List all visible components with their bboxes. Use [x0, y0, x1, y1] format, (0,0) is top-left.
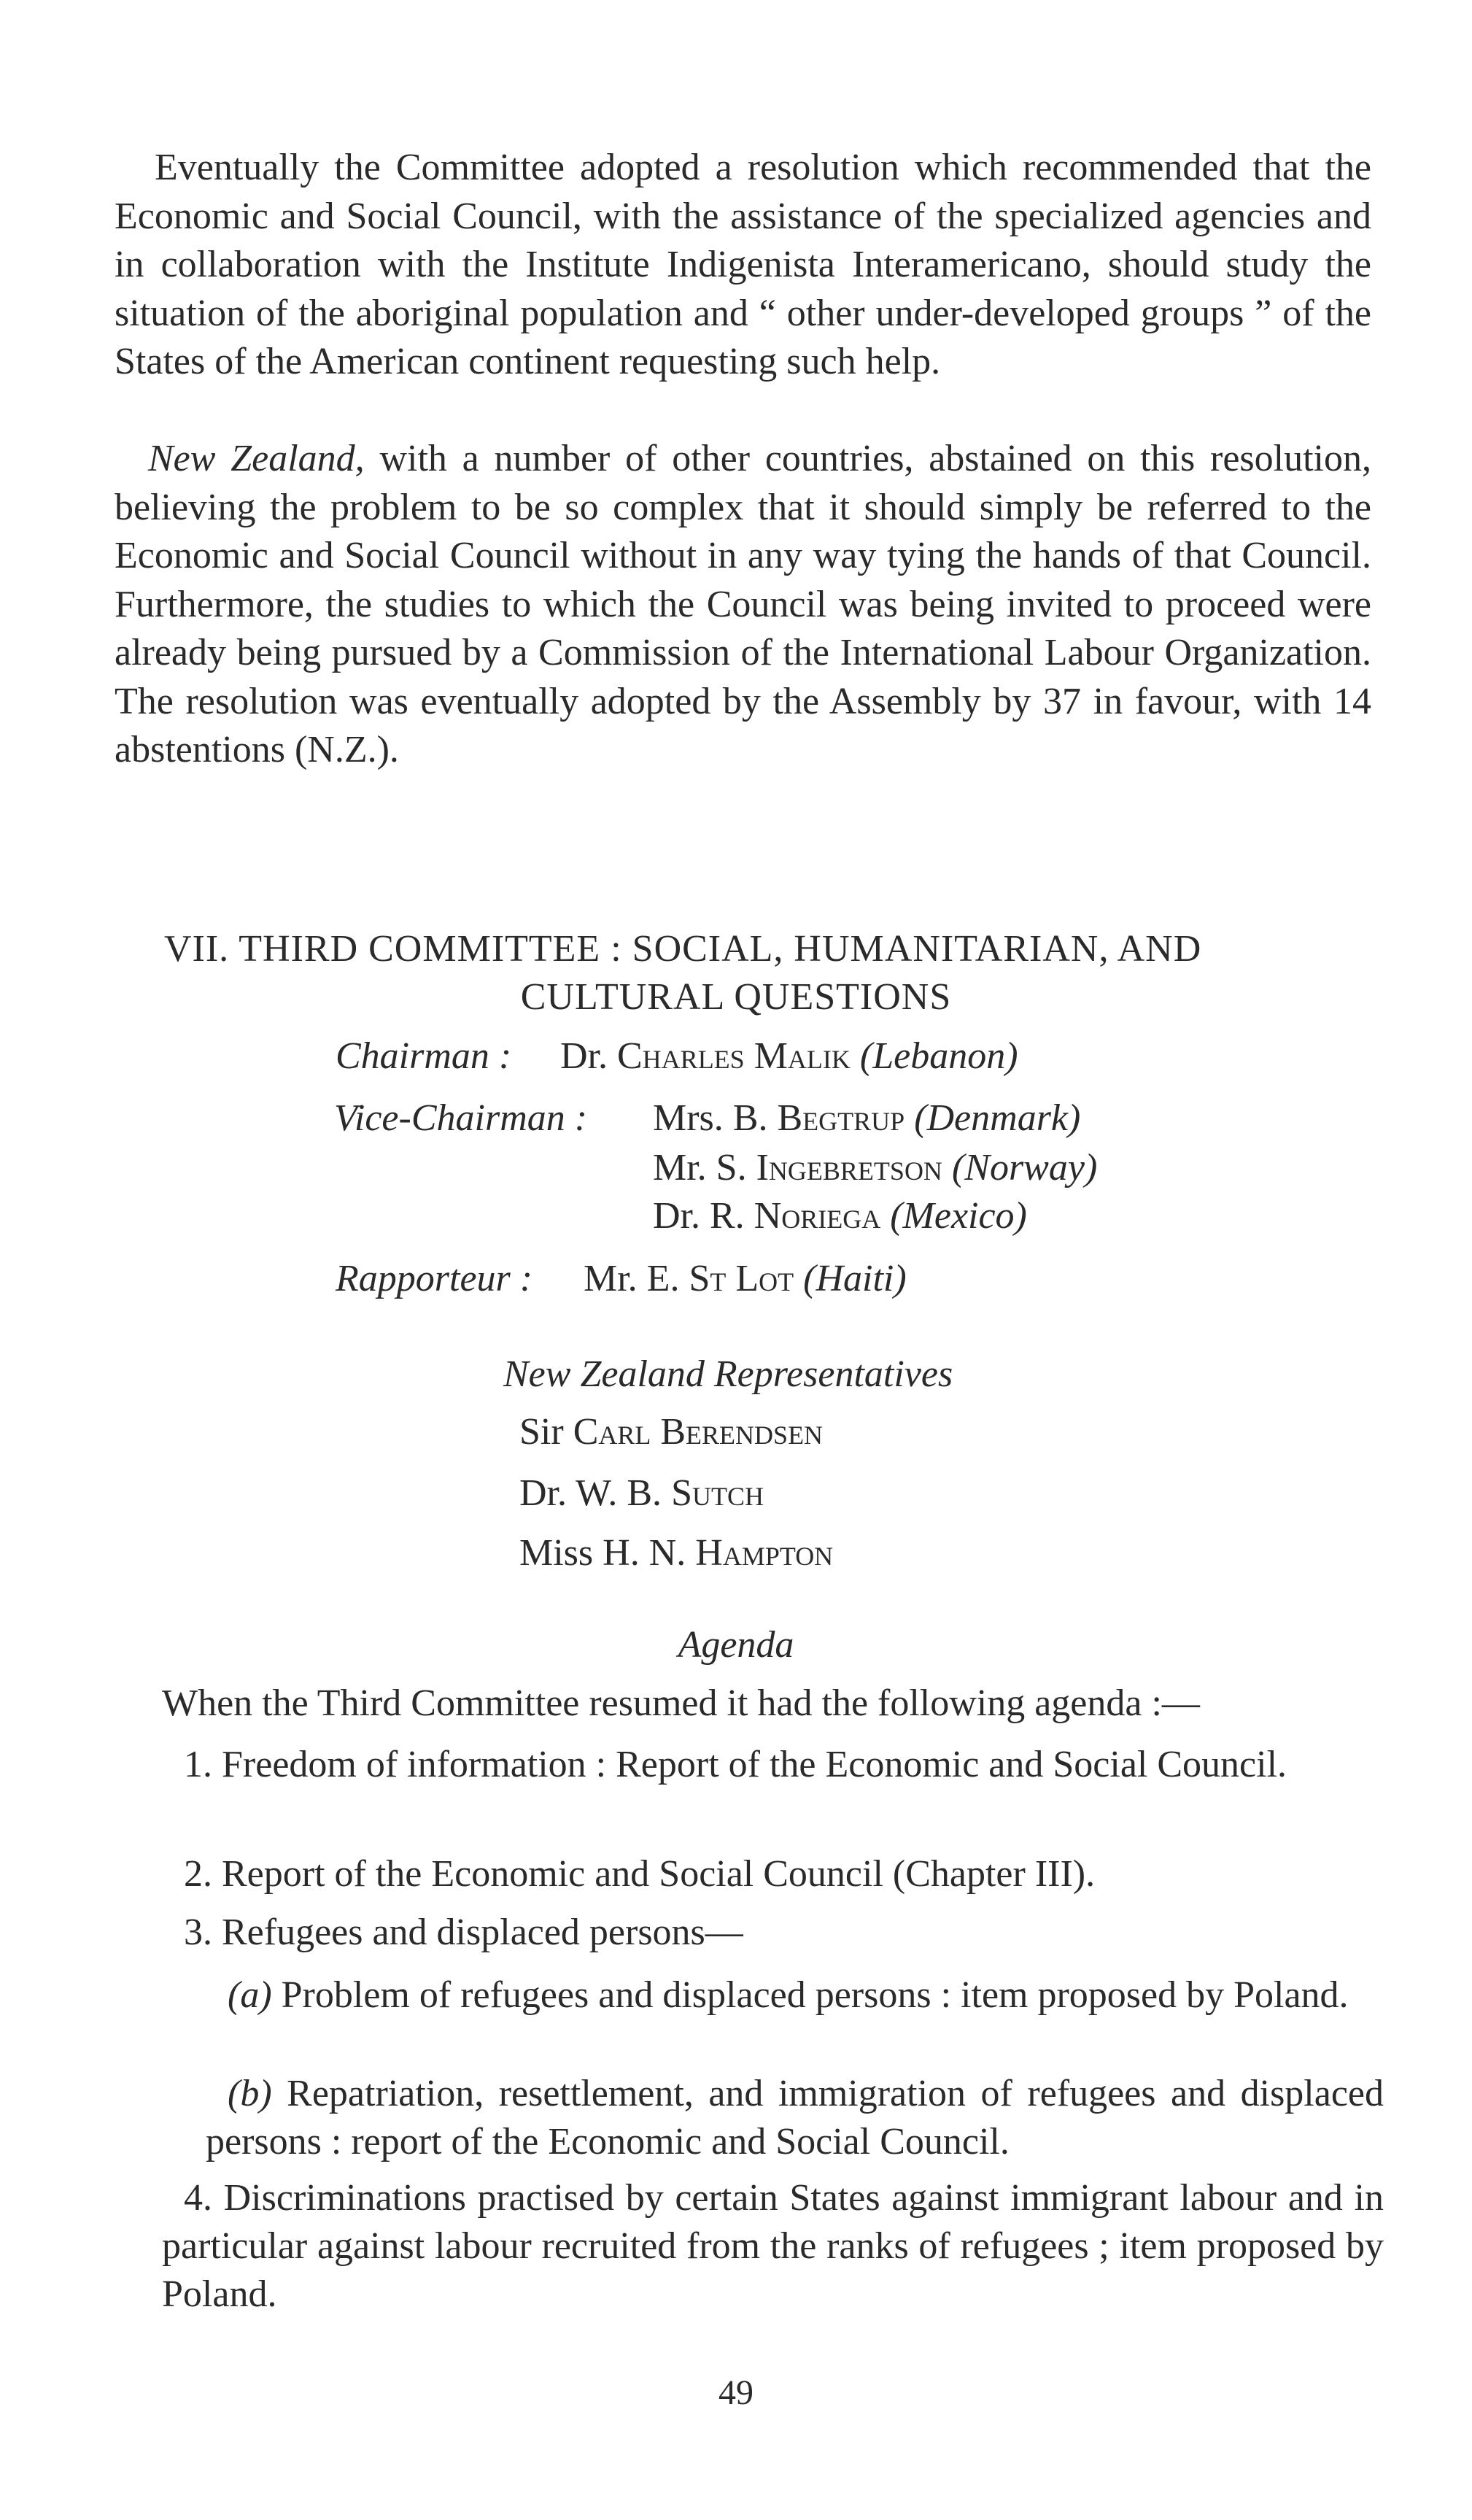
agenda-item-3b [206, 2070, 1384, 2166]
chairman-entry [560, 1032, 1018, 1081]
vice-chairman-entry [653, 1192, 1027, 1240]
sub-item-label: (a) [228, 1974, 272, 2016]
chairman-country: (Lebanon) [859, 1035, 1018, 1077]
vice-country: (Denmark) [914, 1097, 1081, 1139]
vice-title: Dr. R. [653, 1195, 745, 1237]
representative-name: Carl Berendsen [573, 1411, 824, 1453]
intro-paragraph-2 [115, 435, 1371, 775]
agenda-intro: When the Third Committee resumed it had the following agenda :— [162, 1682, 1200, 1724]
vice-chairman-entry [653, 1144, 1097, 1192]
vice-country: (Norway) [951, 1147, 1098, 1189]
rapporteur-label: Rapporteur : [336, 1258, 533, 1299]
representative-entry [519, 1469, 764, 1518]
agenda-item-1: 1. Freedom of information : Report of the Economic and Social Council. [184, 1744, 1287, 1785]
representative-name: Sutch [671, 1472, 764, 1514]
vice-chairman-label: Vice-Chairman : [334, 1097, 588, 1139]
chairman-label: Chairman : [336, 1035, 512, 1077]
rapporteur-title: Mr. E. [584, 1258, 680, 1299]
section-heading-line-1: VII. THIRD COMMITTEE : SOCIAL, HUMANITARIAN, AND [164, 928, 1202, 970]
vice-country: (Mexico) [890, 1195, 1027, 1237]
agenda-item-2: 2. Report of the Economic and Social Council (Chapter III). [184, 1853, 1096, 1895]
vice-title: Mrs. B. [653, 1097, 768, 1139]
representative-entry [519, 1529, 833, 1577]
intro-paragraph-1: Eventually the Committee adopted a resolution which recommended that the Economic and Social Council, with the assistance of the specialized agencies and in collaboration with the Institute Indigenista Interamericano, should study the situation of the aboriginal population and “ other under-developed groups ” of the States of the American continent requesting such help. [115, 147, 1371, 382]
representative-prefix: Dr. W. B. [519, 1472, 662, 1514]
rapporteur-name: St Lot [689, 1258, 794, 1299]
vice-name: Noriega [754, 1195, 881, 1237]
vice-chairman-entry [653, 1094, 1080, 1143]
new-zealand-lead: New Zealand, [148, 438, 365, 479]
representatives-heading: New Zealand Representatives [503, 1353, 953, 1395]
agenda-heading: Agenda [678, 1624, 794, 1666]
sub-item-text: Problem of refugees and displaced persons : item proposed by Poland. [271, 1974, 1349, 2016]
chairman-title: Dr. [560, 1035, 608, 1077]
vice-name: Ingebretson [756, 1147, 942, 1189]
intro-paragraph-2-body: with a number of other countries, abstained on this resolution, believing the problem to be so complex that it should simply be referred to the Economic and Social Council without in any way tying the hands of that Council. Furthermore, the studies to which the Council was being invited to proceed were already being pursued by a Commission of the International Labour Organization. The resolution was eventually adopted by the Assembly by 37 in favour, with 14 abstentions (N.Z.). [115, 438, 1371, 770]
representative-prefix: Miss H. N. [519, 1532, 686, 1574]
rapporteur-entry [584, 1255, 907, 1303]
representative-prefix: Sir [519, 1411, 564, 1453]
chairman-name: Charles Malik [617, 1035, 851, 1077]
page-number: 49 [718, 2373, 754, 2412]
section-heading-line-2: CULTURAL QUESTIONS [520, 976, 952, 1018]
representative-name: Hampton [695, 1532, 834, 1574]
vice-name: Begtrup [777, 1097, 905, 1139]
agenda-item-3: 3. Refugees and displaced persons— [184, 1912, 743, 1953]
rapporteur-country: (Haiti) [803, 1258, 907, 1299]
sub-item-text: Repatriation, resettlement, and immigration of refugees and displaced persons : report of the Economic and Social Council. [206, 2073, 1384, 2163]
sub-item-label: (b) [228, 2073, 272, 2114]
representative-entry [519, 1408, 823, 1456]
agenda-item-3a [206, 1971, 1384, 2020]
vice-title: Mr. S. [653, 1147, 747, 1189]
agenda-item-4: 4. Discriminations practised by certain States against immigrant labour and in particular against labour recruited from the ranks of refugees ; item proposed by Poland. [162, 2177, 1384, 2315]
